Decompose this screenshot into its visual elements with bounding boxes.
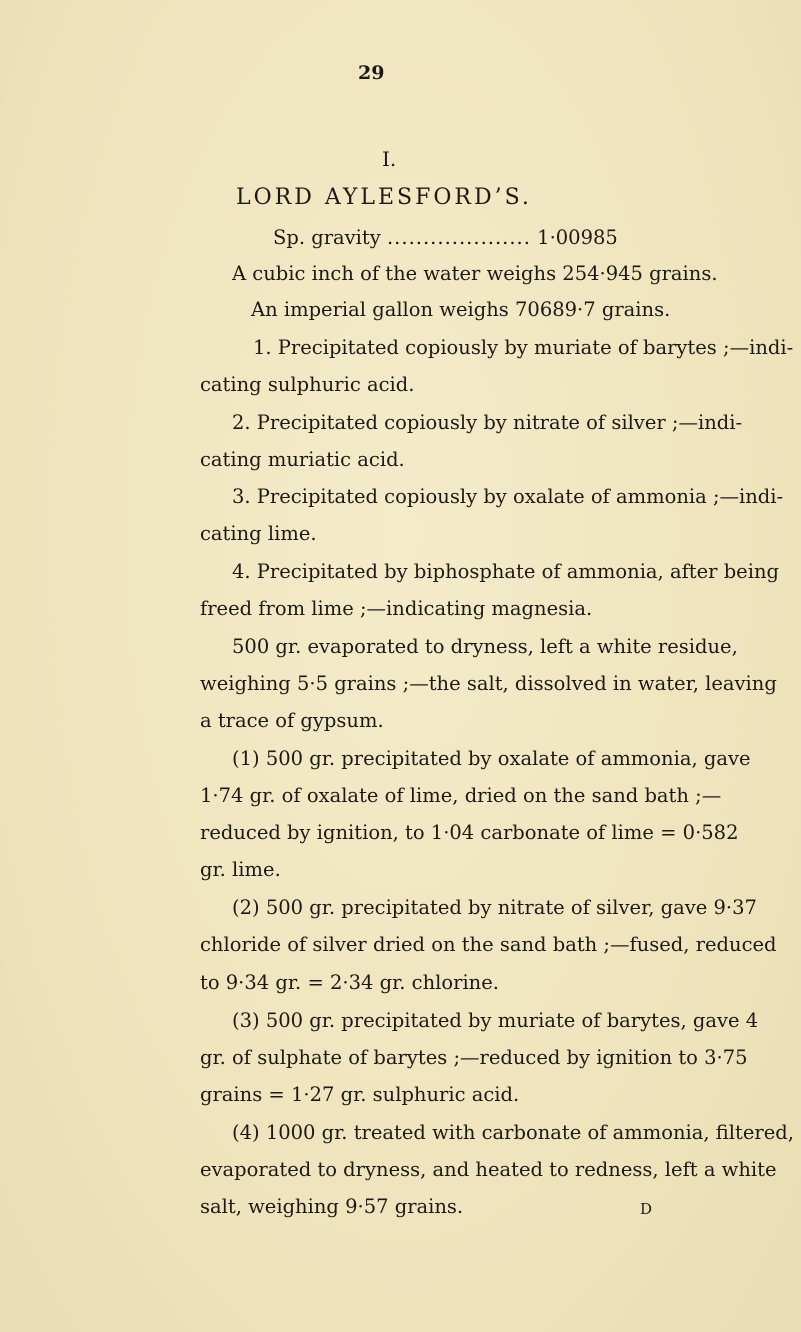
text-line: evaporated to dryness, and heated to redness, left a white — [200, 1158, 777, 1181]
text-line: cating lime. — [200, 522, 317, 545]
text-line: grains = 1·27 gr. sulphuric acid. — [200, 1083, 520, 1106]
text-line: gr. of sulphate of barytes ;—reduced by ignition to 3·75 — [200, 1046, 748, 1069]
text-line: to 9·34 gr. = 2·34 gr. chlorine. — [200, 971, 499, 994]
text-line: 1·74 gr. of oxalate of lime, dried on the sand bath ;— — [200, 784, 722, 807]
text-line: reduced by ignition, to 1·04 carbonate of lime = 0·582 — [200, 821, 739, 844]
text-line: cating sulphuric acid. — [200, 373, 415, 396]
text-line: A cubic inch of the water weighs 254·945 grains. — [232, 262, 718, 285]
specific-gravity-row — [273, 225, 618, 251]
text-line: 4. Precipitated by biphosphate of ammonia, after being — [232, 560, 779, 583]
page-title: LORD AYLESFORD’S. — [236, 185, 532, 210]
text-line: An imperial gallon weighs 70689·7 grains. — [251, 298, 671, 321]
dot-leader: .................... — [386, 226, 531, 249]
text-line: (4) 1000 gr. treated with carbonate of ammonia, filtered, — [232, 1121, 794, 1144]
text-line: (1) 500 gr. precipitated by oxalate of ammonia, gave — [232, 747, 751, 770]
sp-gravity-label: Sp. gravity — [273, 226, 381, 249]
text-line: 2. Precipitated copiously by nitrate of silver ;—indi- — [232, 411, 743, 434]
text-line: gr. lime. — [200, 858, 281, 881]
page-number: 29 — [358, 62, 385, 84]
text-line: freed from lime ;—indicating magnesia. — [200, 597, 593, 620]
text-line: salt, weighing 9·57 grains. — [200, 1195, 464, 1218]
signature-mark: D — [640, 1200, 653, 1218]
section-number: I. — [382, 147, 397, 171]
text-line: weighing 5·5 grains ;—the salt, dissolved in water, leaving — [200, 672, 777, 695]
sp-gravity-value: 1·00985 — [537, 226, 618, 249]
text-line: 500 gr. evaporated to dryness, left a white residue, — [232, 635, 738, 658]
text-line: (3) 500 gr. precipitated by muriate of barytes, gave 4 — [232, 1009, 759, 1032]
text-line: chloride of silver dried on the sand bath ;—fused, reduced — [200, 933, 777, 956]
text-line: 3. Precipitated copiously by oxalate of ammonia ;—indi- — [232, 485, 784, 508]
text-line: a trace of gypsum. — [200, 709, 384, 732]
text-line: 1. Precipitated copiously by muriate of barytes ;—indi- — [253, 336, 794, 359]
text-line: cating muriatic acid. — [200, 448, 405, 471]
text-line: (2) 500 gr. precipitated by nitrate of silver, gave 9·37 — [232, 896, 757, 919]
